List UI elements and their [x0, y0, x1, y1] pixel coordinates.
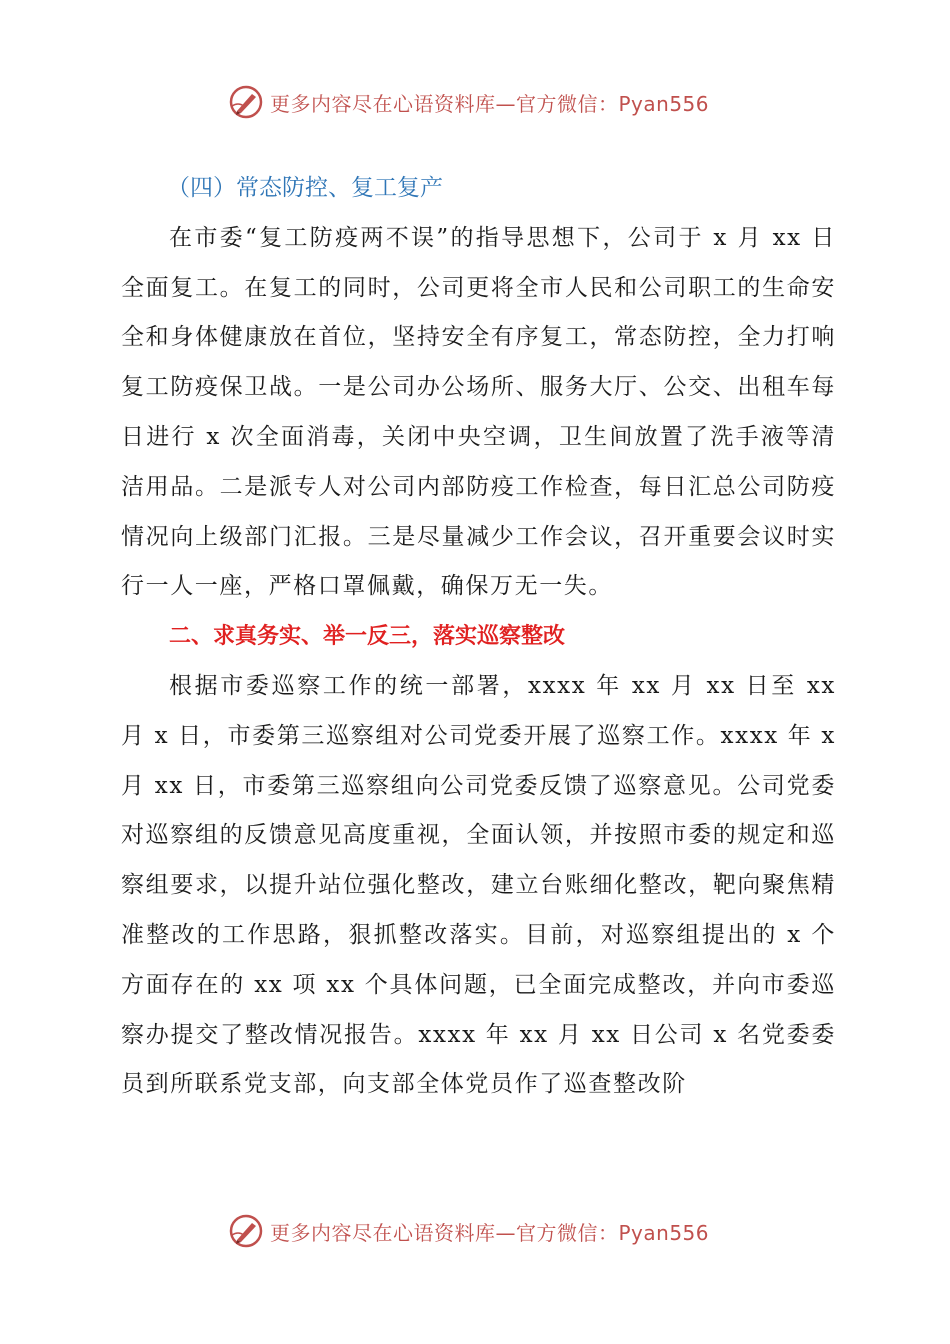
- footer-banner-text: 更多内容尽在心语资料库—官方微信：Pyan556: [270, 1220, 710, 1245]
- section-title: 二、求真务实、举一反三，落实巡察整改: [169, 624, 566, 650]
- header-banner-text: 更多内容尽在心语资料库—官方微信：Pyan556: [270, 91, 710, 116]
- header-banner: [228, 82, 709, 122]
- paragraph-2: 根据市委巡察工作的统一部署，xxxx 年 xx 月 xx 日至 xx 月 x 日，市委第三巡察组对公司党委开展了巡察工作。xxxx 年 x 月 xx 日，市委第三巡察组向公司党委反馈了巡察意见。公司党委对巡察组的反馈意见高度重视，全面认领，并按照市委的规定和巡察组要求，以提升站位强化整改，建立台账细化整改，靶向聚焦精准整改的工作思路，狠抓整改落实。目前，对巡察组提出的 x 个方面存在的 xx 项 xx 个具体问题，已全面完成整改，并向市委巡察办提交了整改情况报告。xxxx 年 xx 月 xx 日公司 x 名党委委员到所联系党支部，向支部全体党员作了巡查整改阶: [121, 672, 836, 1098]
- document-body: [121, 164, 836, 1110]
- pen-circle-logo-icon: [228, 84, 264, 120]
- paragraph-1: 在市委“复工防疫两不误”的指导思想下，公司于 x 月 xx 日全面复工。在复工的同时，公司更将全市人民和公司职工的生命安全和身体健康放在首位，坚持安全有序复工，常态防控，全力打响复工防疫保卫战。一是公司办公场所、服务大厅、公交、出租车每日进行 x 次全面消毒，关闭中央空调，卫生间放置了洗手液等清洁用品。二是派专人对公司内部防疫工作检查，每日汇总公司防疫情况向上级部门汇报。三是尽量减少工作会议，召开重要会议时实行一人一座，严格口罩佩戴，确保万无一失。: [121, 224, 836, 600]
- footer-banner: [228, 1211, 709, 1251]
- subsection-title: （四）常态防控、复工复产: [167, 175, 443, 201]
- pen-circle-logo-icon: [228, 1213, 264, 1249]
